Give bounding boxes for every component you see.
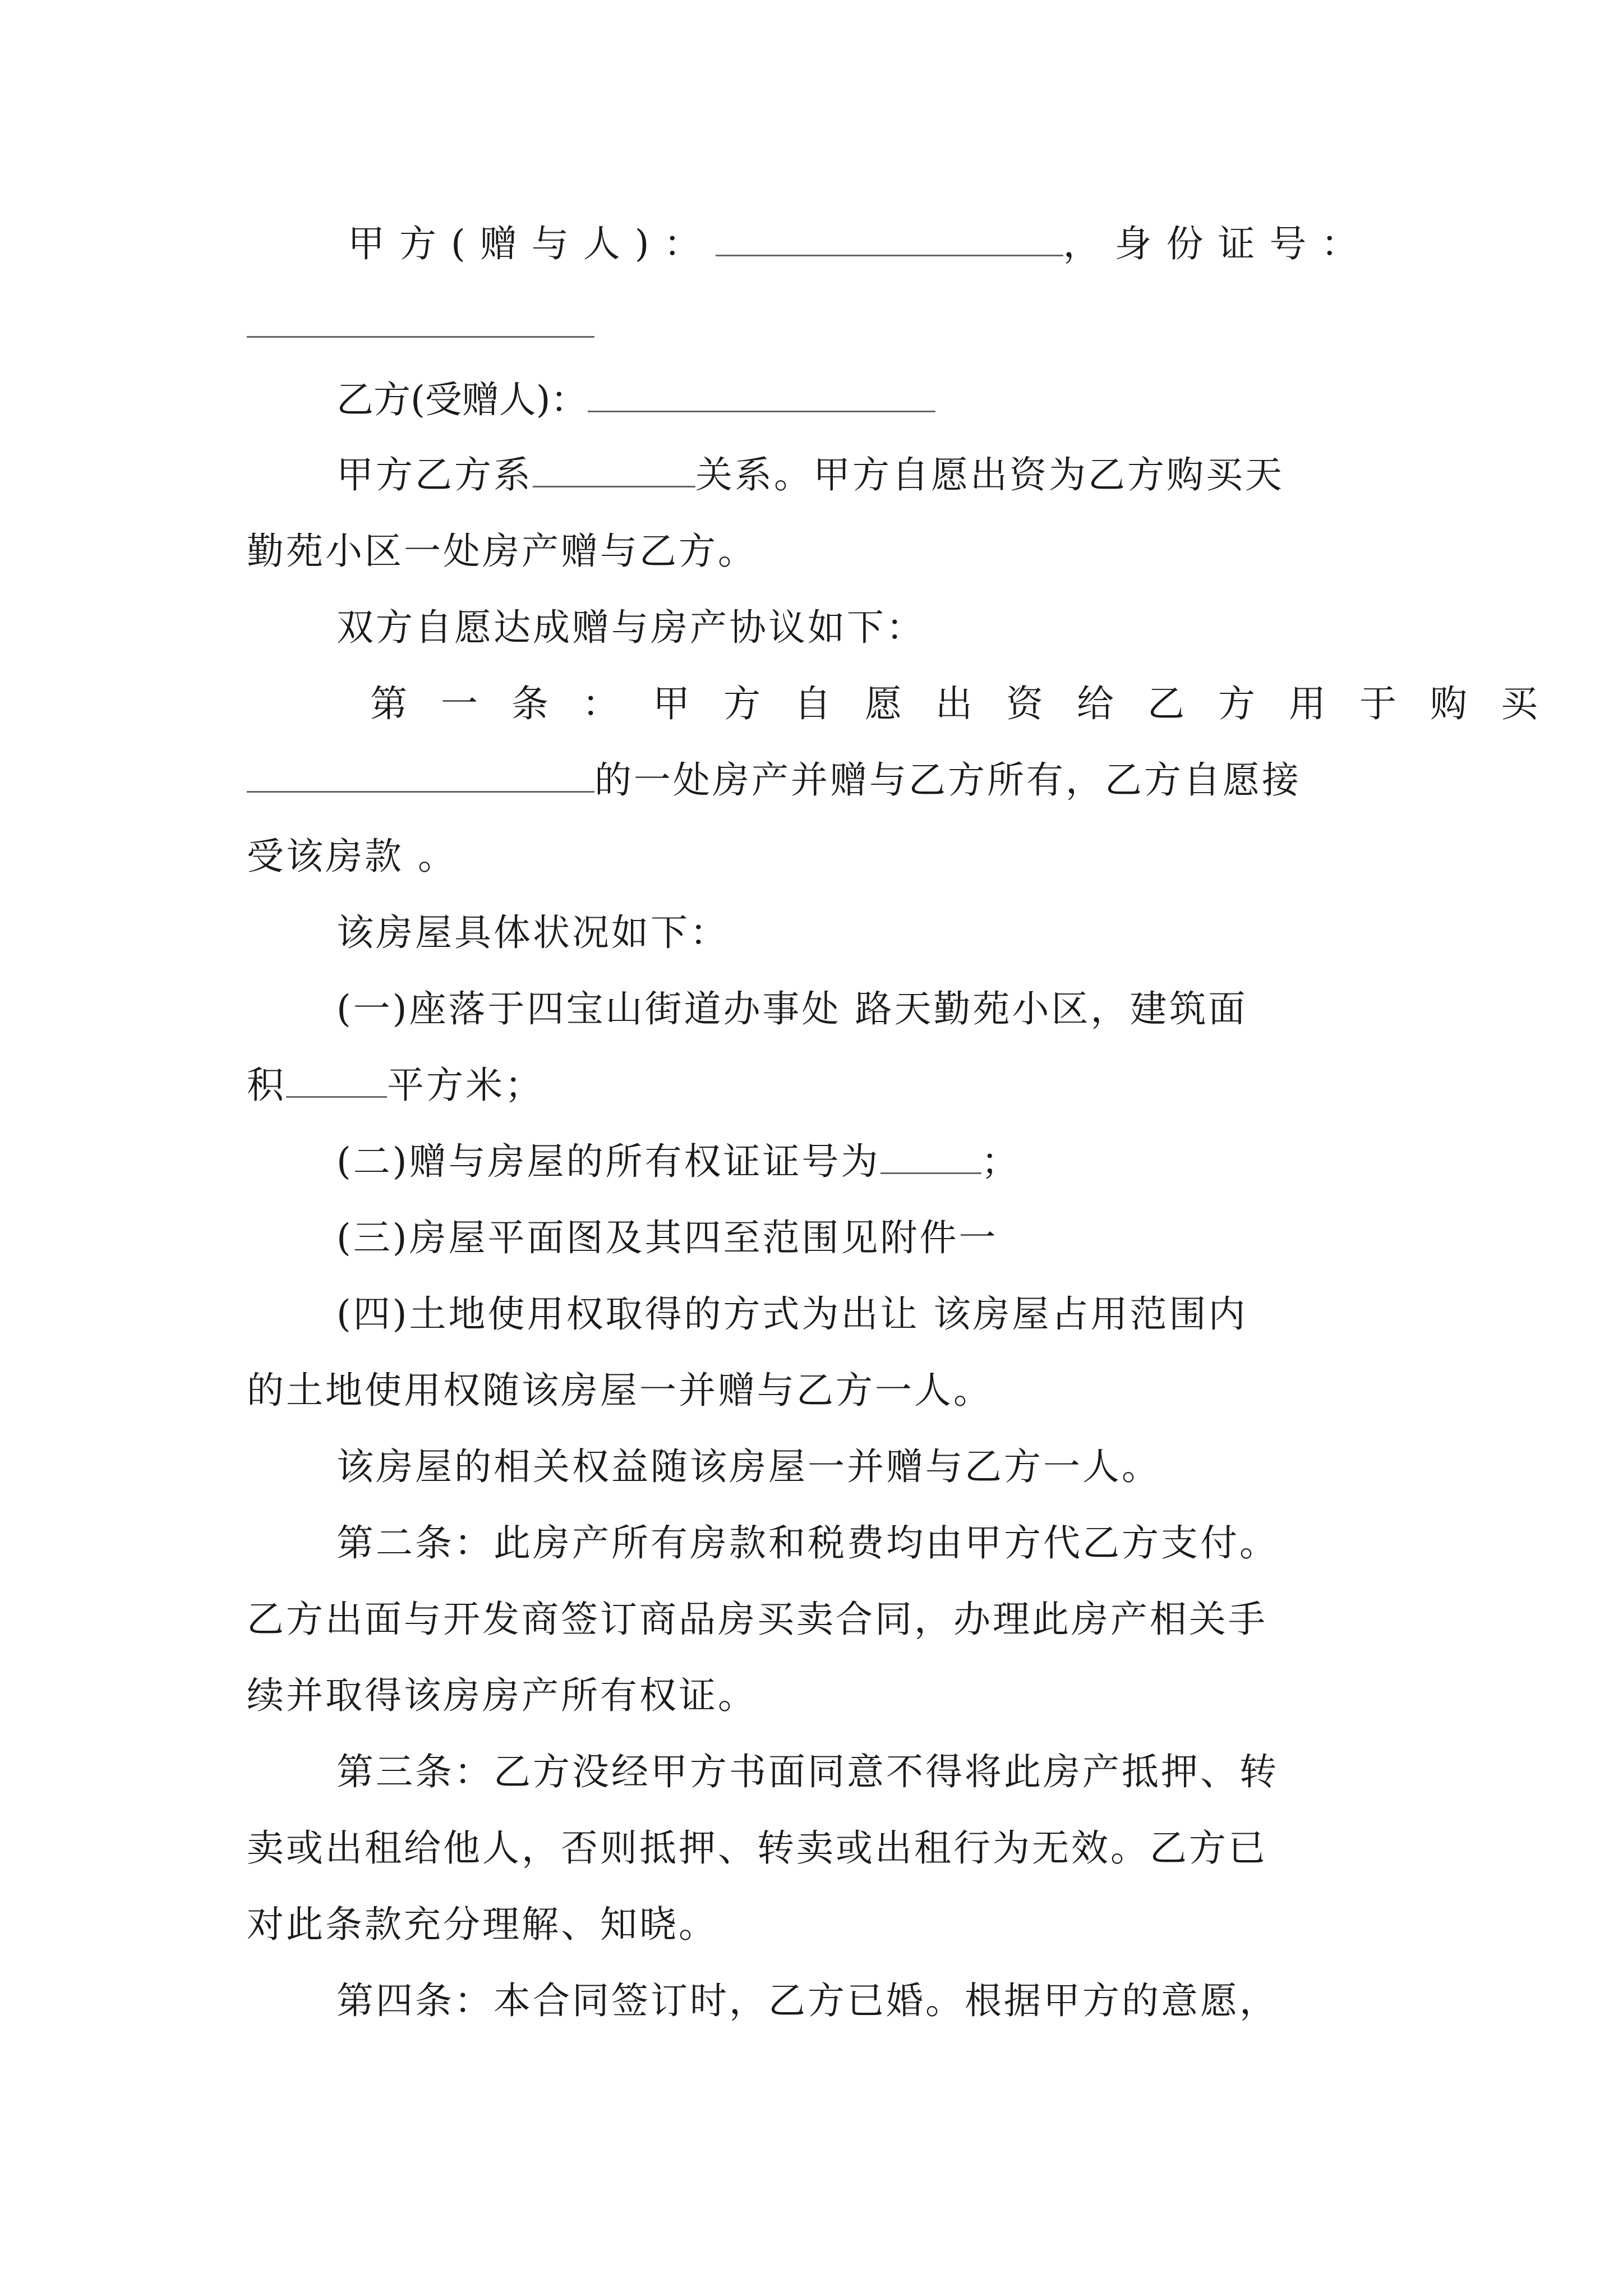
item-3-line: (三)房屋平面图及其四至范围见附件一 xyxy=(336,1216,998,1259)
item-2-prefix: (二)赠与房屋的所有权证证号为 xyxy=(336,1140,880,1183)
id-number-label: ，身份证号： xyxy=(1063,222,1373,265)
id-number-blank[interactable] xyxy=(247,299,594,338)
article-3-line-2: 卖或出租给他人，否则抵押、转卖或出租行为无效。乙方已 xyxy=(247,1826,1267,1870)
article-1-line-3: 受该房款 。 xyxy=(247,835,457,878)
party-a-name-blank[interactable] xyxy=(716,218,1063,256)
party-a-label: 甲方(赠与人)： xyxy=(348,222,716,265)
item-1-line-2 xyxy=(247,1055,544,1116)
article-2-line-3: 续并取得该房房产所有权证。 xyxy=(247,1674,757,1717)
item-1-prefix: 积 xyxy=(247,1064,286,1107)
agreement-intro: 双方自愿达成赠与房产协议如下： xyxy=(336,606,925,649)
relation-line-2: 勤苑小区一处房产赠与乙方。 xyxy=(247,530,757,573)
article-1-line-2 xyxy=(247,749,1301,811)
article-4-line-1: 第四条：本合同签订时，乙方已婚。根据甲方的意愿， xyxy=(336,1979,1279,2022)
id-number-line xyxy=(247,295,594,356)
relation-prefix: 甲方乙方系 xyxy=(336,453,533,496)
item-4-line-2: 的土地使用权随该房屋一并赠与乙方一人。 xyxy=(247,1369,993,1412)
relation-blank[interactable] xyxy=(533,449,695,487)
house-status-heading: 该房屋具体状况如下： xyxy=(336,911,729,954)
article-3-line-1: 第三条：乙方没经甲方书面同意不得将此房产抵押、转 xyxy=(336,1750,1279,1793)
party-b-line xyxy=(336,369,935,431)
article-1-line-2-text: 的一处房产并赠与乙方所有，乙方自愿接 xyxy=(594,758,1301,802)
rights-line: 该房屋的相关权益随该房屋一并赠与乙方一人。 xyxy=(336,1445,1161,1488)
purchase-location-blank[interactable] xyxy=(247,754,594,793)
item-1-line-1: (一)座落于四宝山街道办事处 路天勤苑小区，建筑面 xyxy=(336,987,1248,1030)
item-4-line-1: (四)土地使用权取得的方式为出让 该房屋占用范围内 xyxy=(336,1292,1248,1336)
party-b-label: 乙方(受赠人)： xyxy=(336,378,588,421)
area-blank[interactable] xyxy=(286,1059,387,1098)
party-b-name-blank[interactable] xyxy=(588,374,935,412)
item-2-suffix: ； xyxy=(981,1140,1021,1183)
article-3-line-3: 对此条款充分理解、知晓。 xyxy=(247,1903,718,1946)
party-a-line xyxy=(348,213,1373,275)
article-2-line-1: 第二条：此房产所有房款和税费均由甲方代乙方支付。 xyxy=(336,1521,1279,1565)
article-2-line-2: 乙方出面与开发商签订商品房买卖合同，办理此房产相关手 xyxy=(247,1598,1267,1641)
article-1-line-1: 第一条：甲方自愿出资给乙方用于购买 xyxy=(370,682,1571,725)
relation-suffix: 关系。甲方自愿出资为乙方购买天 xyxy=(695,453,1284,496)
item-2-line xyxy=(336,1131,1021,1193)
item-1-suffix: 平方米； xyxy=(387,1064,544,1107)
certificate-number-blank[interactable] xyxy=(880,1135,981,1174)
relation-line-1 xyxy=(336,444,1284,506)
